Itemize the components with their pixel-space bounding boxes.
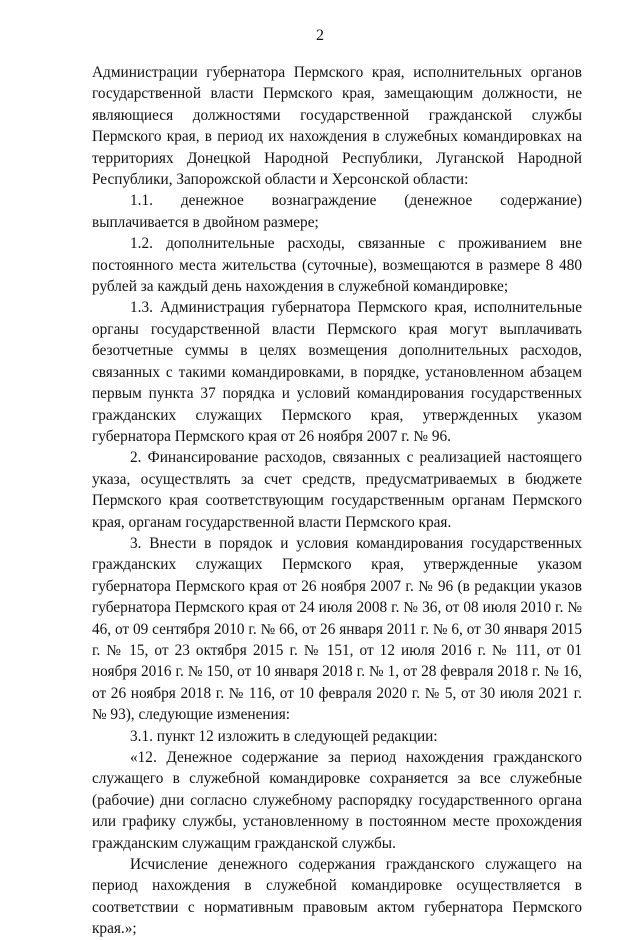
page-number: 2 <box>316 27 324 44</box>
paragraph-1-2: 1.2. дополнительные расходы, связанные с проживанием вне постоянного места жительства (суточные), возмещаются в размере 8 480 рублей за каждый день нахождения в служебной командировке; <box>92 235 582 296</box>
paragraph-quoted-12: «12. Денежное содержание за период нахождения гражданского служащего в служебной командировке сохраняется за все служебные (рабочие) дни согласно служебному распорядку государственного органа или графику службы, установленному в постоянном месте прохождения гражданским служащим гражданской службы. <box>92 749 582 852</box>
paragraph-1-3: 1.3. Администрация губернатора Пермского края, исполнительные органы государственной власти Пермского края могут выплачивать безотчетные суммы в целях возмещения дополнительных расходов, связанных с такими командировками, в порядке, установленном абзацем первым пункта 37 порядка и условий командирования государственных гражданских служащих Пермского края, утвержденных указом губернатора Пермского края от 26 ноября 2007 г. № 96. <box>92 299 582 445</box>
paragraph-quoted-12-calc: Исчисление денежного содержания гражданского служащего на период нахождения в служебной командировке осуществляется в соответствии с нормативным правовым актом губернатора Пермского края.»; <box>92 856 582 938</box>
paragraph-3-1: 3.1. пункт 12 изложить в следующей редакции: <box>130 727 438 745</box>
paragraph-1-1: 1.1. денежное вознаграждение (денежное содержание) выплачивается в двойном размере; <box>92 192 582 231</box>
paragraph-3: 3. Внести в порядок и условия командирования государственных гражданских служащих Пермского края, утвержденные указом губернатора Пермского края от 26 ноября 2007 г. № 96 (в редакции указов губернатора Пермского края от 24 июля 2008 г. № 36, от 08 июля 2010 г. № 46, от 09 сентября 2010 г. № 66, от 26 января 2011 г. № 6, от 30 января 2015 г. № 15, от 23 октября 2015 г. № 151, от 12 июля 2016 г. № 111, от 01 ноября 2016 г. № 150, от 10 января 2018 г. № 1, от 28 февраля 2018 г. № 16, от 26 ноября 2018 г. № 116, от 10 февраля 2020 г. № 5, от 30 июля 2021 г. № 93), следующие изменения: <box>92 534 582 724</box>
paragraph-intro-continuation: Администрации губернатора Пермского края, исполнительных органов государственной власти Пермского края, замещающим должности, не являющиеся должностями государственной гражданской службы Пермского края, в период их нахождения в служебных командировках на территориях Донецкой Народной Республики, Луганской Народной Республики, Запорожской области и Херсонской области: <box>92 64 582 189</box>
paragraph-2: 2. Финансирование расходов, связанных с реализацией настоящего указа, осуществлять за счет средств, предусматриваемых в бюджете Пермского края соответствующим государственным органам Пермского края, органам государственной власти Пермского края. <box>92 449 582 531</box>
document-body <box>92 62 582 940</box>
